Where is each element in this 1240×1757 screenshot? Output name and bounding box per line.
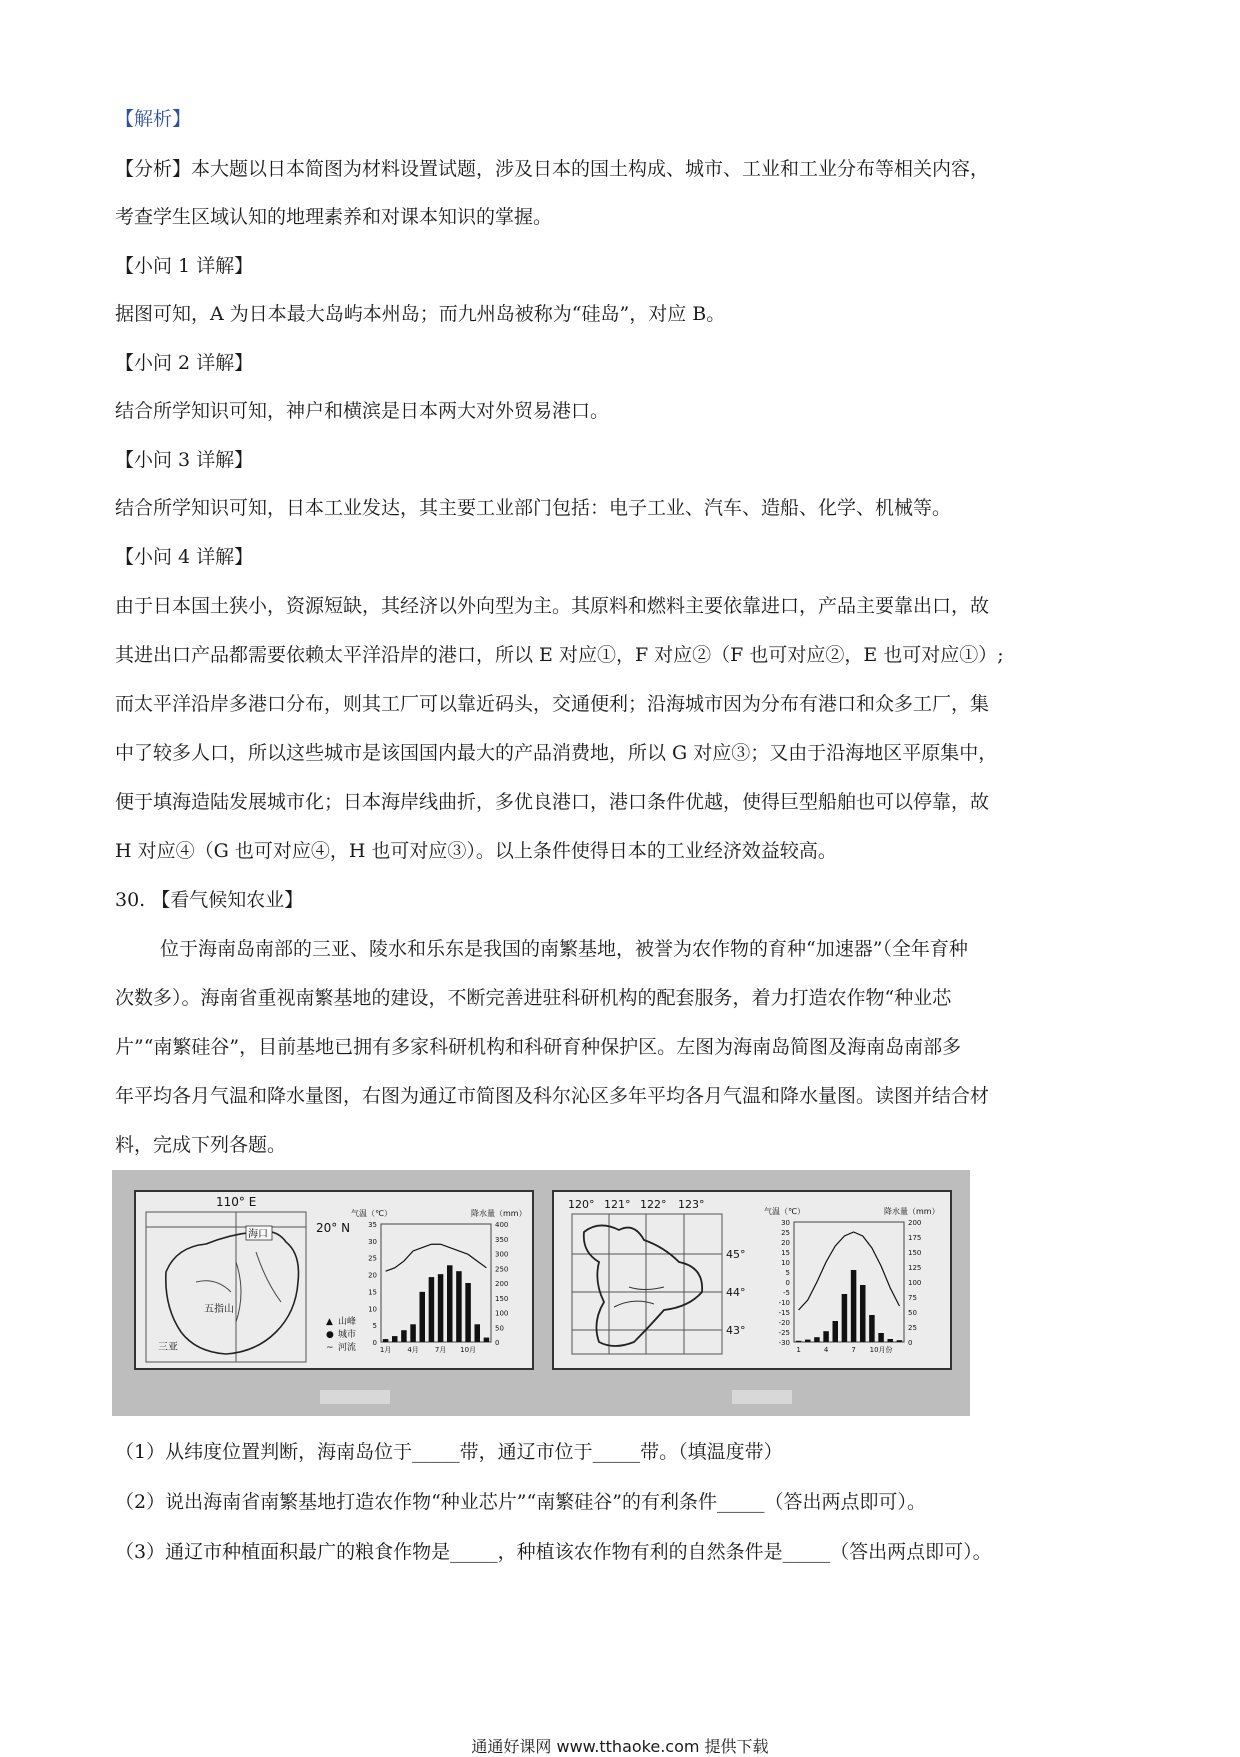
- q30-question-2: （2）说出海南省南繁基地打造农作物“种业芯片”“南繁硅谷”的有利条件_____（答出两点即可）。: [115, 1491, 926, 1513]
- precip-bar: [456, 1271, 462, 1342]
- q4-heading: 【小问 4 详解】: [115, 546, 254, 568]
- precip-bar: [860, 1285, 866, 1342]
- lon-label: 122°: [640, 1198, 667, 1211]
- precip-tick: 300: [495, 1250, 509, 1259]
- precip-tick: 200: [495, 1280, 509, 1288]
- temp-tick: -5: [783, 1289, 790, 1297]
- precip-tick: 25: [908, 1324, 917, 1332]
- q30-question-1: （1）从纬度位置判断，海南岛位于_____带，通辽市位于_____带。（填温度带）: [115, 1441, 783, 1463]
- precip-bar: [805, 1340, 811, 1342]
- q30-paragraph-line: 年平均各月气温和降水量图，右图为通辽市简图及科尔沁区多年平均各月气温和降水量图。读图并结合材: [115, 1085, 990, 1107]
- precip-tick: 0: [908, 1339, 913, 1347]
- hainan-panel: [134, 1190, 534, 1370]
- q2-answer: 结合所学知识可知，神户和横滨是日本两大对外贸易港口。: [115, 400, 610, 422]
- precip-tick: 100: [908, 1279, 922, 1287]
- precip-tick: 200: [908, 1219, 922, 1227]
- precip-bar: [823, 1331, 829, 1342]
- y-right-title: 降水量（mm）: [884, 1207, 940, 1216]
- q4-line: H 对应④（G 也可对应④，H 也可对应③）。以上条件使得日本的工业经济效益较高。: [115, 840, 837, 862]
- temp-tick: -25: [778, 1329, 790, 1337]
- svg-text:▲: ▲: [326, 1317, 333, 1327]
- temp-tick: 30: [368, 1237, 377, 1246]
- precip-tick: 400: [495, 1221, 509, 1229]
- svg-text:●: ●: [326, 1330, 334, 1340]
- precip-tick: 125: [908, 1264, 922, 1272]
- x-tick: 7: [851, 1346, 856, 1354]
- temp-line: [386, 1244, 487, 1271]
- temp-tick: -30: [778, 1339, 790, 1347]
- precip-bar: [833, 1321, 839, 1342]
- q4-line: 中了较多人口，所以这些城市是该国国内最大的产品消费地，所以 G 对应③；又由于沿海地区平原集中，: [115, 742, 998, 764]
- temp-tick: 5: [785, 1269, 790, 1277]
- blur-mark: [732, 1390, 792, 1404]
- precip-tick: 250: [495, 1265, 509, 1274]
- lon-label: 121°: [604, 1198, 631, 1211]
- temp-tick: -20: [778, 1319, 790, 1327]
- precip-tick: 50: [495, 1324, 504, 1333]
- temp-tick: 20: [781, 1239, 790, 1247]
- hainan-lat-label: 20° N: [316, 1221, 351, 1235]
- precip-bar: [429, 1277, 435, 1342]
- tongliao-climate-chart: [764, 1206, 940, 1354]
- temp-line: [799, 1232, 900, 1310]
- tongliao-panel: [552, 1190, 952, 1370]
- q30-figure: [112, 1170, 970, 1416]
- q30-title: 30. 【看气候知农业】: [115, 889, 304, 911]
- precip-tick: 350: [495, 1235, 509, 1244]
- precip-bar: [484, 1338, 490, 1342]
- precip-bar: [438, 1274, 444, 1342]
- temp-tick: 20: [368, 1271, 377, 1280]
- precip-bar: [888, 1339, 894, 1342]
- temp-tick: 10: [368, 1305, 377, 1314]
- precip-bar: [851, 1270, 857, 1342]
- q30-paragraph-line: 次数多）。海南省重视南繁基地的建设，不断完善进驻科研机构的配套服务，着力打造农作物“种业芯: [115, 987, 952, 1009]
- x-tick: 10月: [460, 1346, 477, 1354]
- precip-tick: 75: [908, 1294, 917, 1302]
- precip-bar: [796, 1341, 802, 1342]
- precip-bar: [410, 1324, 416, 1342]
- x-tick: 4月: [407, 1346, 419, 1354]
- hainan-island-outline: [166, 1231, 299, 1354]
- legend-peak: 山峰: [338, 1317, 357, 1327]
- x-tick: 7月: [434, 1346, 447, 1354]
- q4-line: 而太平洋沿岸多港口分布，则其工厂可以靠近码头，交通便利；沿海城市因为分布有港口和众多工厂，集: [115, 693, 990, 715]
- precip-bar: [465, 1283, 471, 1342]
- precip-bar: [383, 1339, 389, 1342]
- temp-tick: -10: [778, 1299, 790, 1307]
- analysis-heading: 【解析】: [115, 108, 192, 130]
- temp-tick: 5: [372, 1322, 377, 1331]
- precip-bar: [814, 1337, 820, 1342]
- precip-bar: [897, 1340, 903, 1342]
- precip-tick: 100: [495, 1309, 509, 1318]
- q1-answer: 据图可知，A 为日本最大岛屿本州岛；而九州岛被称为“硅岛”，对应 B。: [115, 303, 726, 325]
- q2-heading: 【小问 2 详解】: [115, 352, 254, 374]
- x-tick: 1: [796, 1346, 801, 1354]
- temp-tick: 0: [372, 1339, 377, 1347]
- analysis-intro-line2: 考查学生区域认知的地理素养和对课本知识的掌握。: [115, 206, 553, 228]
- temp-tick: 15: [368, 1288, 377, 1297]
- legend-river: 河流: [338, 1343, 357, 1353]
- q1-heading: 【小问 1 详解】: [115, 255, 254, 277]
- temp-tick: 35: [368, 1221, 377, 1229]
- temp-tick: 0: [785, 1279, 790, 1287]
- q30-paragraph-line: 片”“南繁硅谷”，目前基地已拥有多家科研机构和科研育种保护区。左图为海南岛简图及海南岛南部多: [115, 1036, 962, 1058]
- x-tick: 10月份: [869, 1346, 893, 1354]
- q30-paragraph-line: 料，完成下列各题。: [115, 1134, 287, 1156]
- lat-label: 44°: [726, 1286, 746, 1299]
- q4-line: 由于日本国土狭小，资源短缺，其经济以外向型为主。其原料和燃料主要依靠进口，产品主要靠出口，故: [115, 595, 990, 617]
- city-haikou-label: 海口: [248, 1229, 268, 1240]
- hainan-climate-chart: [351, 1208, 527, 1354]
- precip-bar: [475, 1324, 481, 1342]
- precip-tick: 0: [495, 1339, 500, 1347]
- precip-tick: 150: [495, 1294, 509, 1303]
- q3-answer: 结合所学知识可知，日本工业发达，其主要工业部门包括：电子工业、汽车、造船、化学、机械等。: [115, 497, 952, 519]
- precip-tick: 150: [908, 1249, 922, 1257]
- x-tick: 1月: [379, 1346, 392, 1354]
- precip-bar: [869, 1315, 875, 1342]
- precip-bar: [392, 1336, 398, 1342]
- lat-label: 43°: [726, 1324, 746, 1337]
- temp-tick: 25: [781, 1229, 790, 1237]
- lon-label: 120°: [568, 1198, 595, 1211]
- y-right-title: 降水量（mm）: [471, 1209, 527, 1218]
- temp-tick: 15: [781, 1249, 790, 1257]
- q30-paragraph-line: 位于海南岛南部的三亚、陵水和乐东是我国的南繁基地，被誉为农作物的育种“加速器”（全年育种: [160, 938, 968, 960]
- precip-bar: [420, 1292, 426, 1342]
- legend-city: 城市: [338, 1330, 357, 1340]
- y-left-title: 气温（℃）: [351, 1209, 392, 1218]
- q30-question-3: （3）通辽市种植面积最广的粮食作物是_____，种植该农作物有利的自然条件是_____（答出两点即可）。: [115, 1541, 992, 1563]
- precip-bar: [842, 1294, 848, 1342]
- precip-tick: 50: [908, 1309, 917, 1317]
- peak-label: 五指山: [204, 1304, 234, 1315]
- y-left-title: 气温（℃）: [764, 1207, 805, 1216]
- lon-label: 123°: [678, 1198, 705, 1211]
- q3-heading: 【小问 3 详解】: [115, 449, 254, 471]
- blur-mark: [320, 1390, 390, 1404]
- footer-watermark: 通通好课网 www.tthaoke.com 提供下载: [471, 1737, 769, 1756]
- precip-bar: [447, 1265, 453, 1342]
- hainan-lon-label: 110° E: [216, 1195, 257, 1209]
- q4-line: 便于填海造陆发展城市化；日本海岸线曲折，多优良港口，港口条件优越，使得巨型船舶也可以停靠，故: [115, 791, 990, 813]
- x-tick: 4: [823, 1346, 829, 1354]
- temp-tick: -15: [778, 1309, 790, 1317]
- temp-tick: 10: [781, 1259, 790, 1267]
- city-sanya-label: 三亚: [158, 1342, 178, 1353]
- lat-label: 45°: [726, 1248, 746, 1261]
- temp-tick: 25: [368, 1254, 377, 1263]
- precip-bar: [878, 1333, 884, 1342]
- precip-bar: [401, 1330, 407, 1342]
- precip-tick: 175: [908, 1234, 922, 1242]
- svg-text:~: ~: [326, 1343, 334, 1353]
- temp-tick: 30: [781, 1219, 790, 1227]
- q4-line: 其进出口产品都需要依赖太平洋沿岸的港口，所以 E 对应①，F 对应②（F 也可对应②，E 也可对应①）;: [115, 644, 1004, 666]
- analysis-intro-line1: 【分析】本大题以日本简图为材料设置试题，涉及日本的国土构成、城市、工业和工业分布等相关内容，: [115, 158, 990, 180]
